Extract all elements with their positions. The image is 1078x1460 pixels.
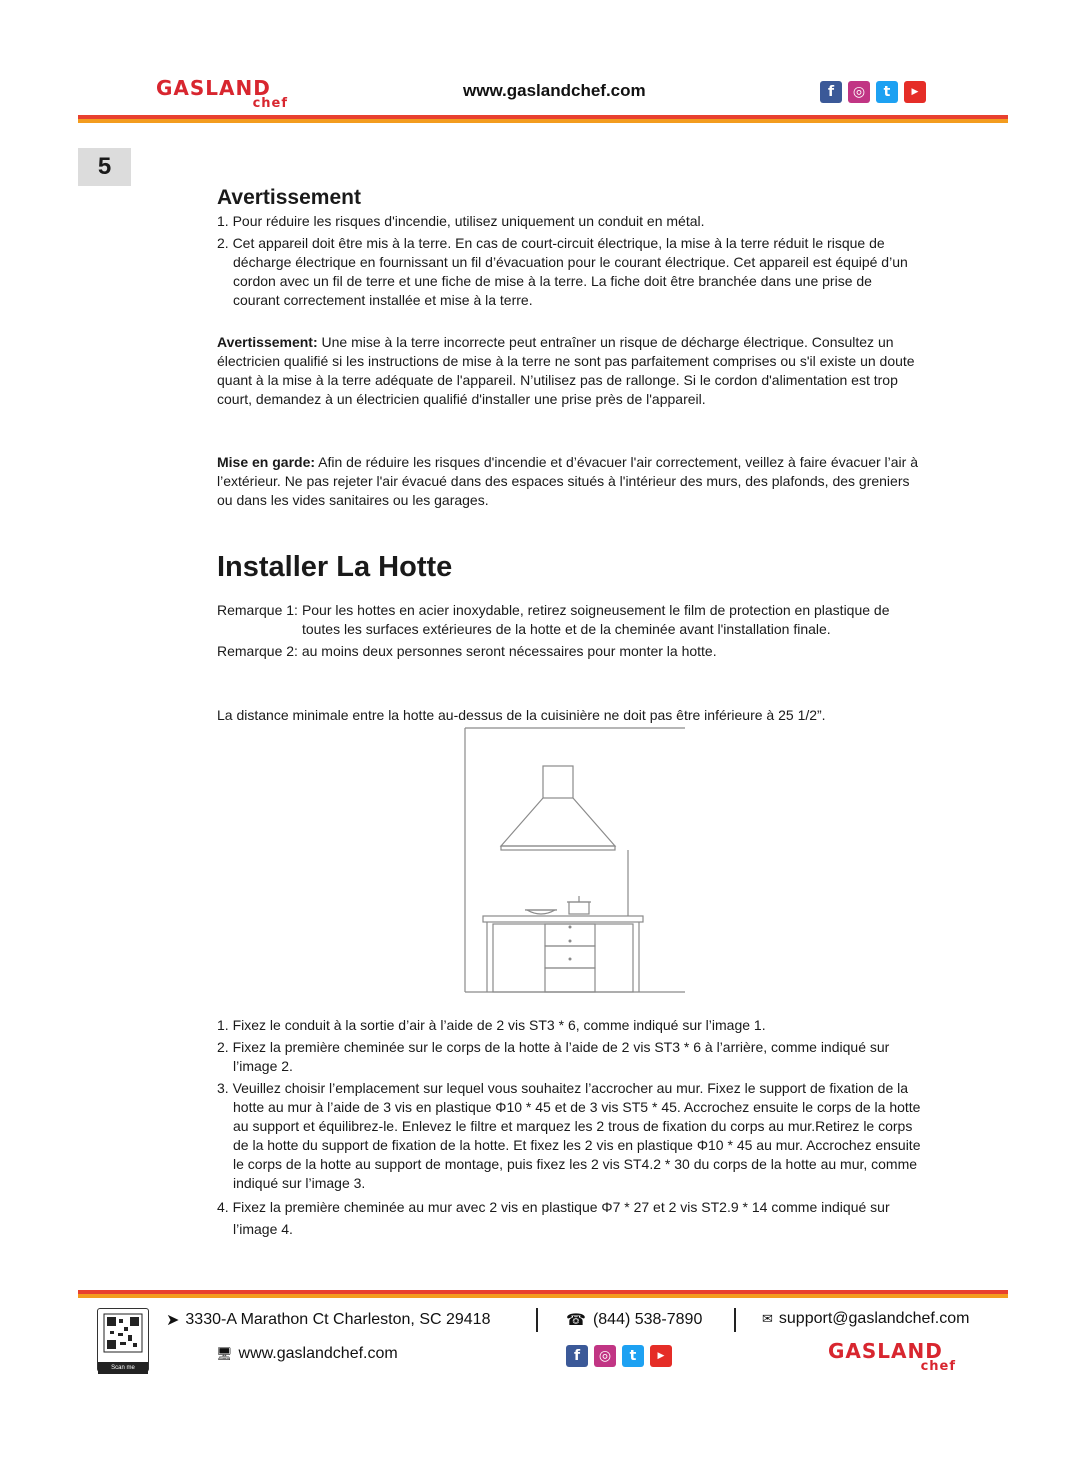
warning-list bbox=[217, 212, 922, 310]
facebook-icon[interactable]: f bbox=[566, 1345, 588, 1367]
warning-item: 2. Cet appareil doit être mis à la terre. En cas de court-circuit électrique, la mise à la terre réduit le risque de décharge électrique en fournissant un fil d’évacuation pour le courant électrique. Cet appareil est équipé d’un cordon avec un fil de terre et une fiche de mise à la terre. La fiche doit être branchée dans une prise de courant correctement installée et mise à la terre. bbox=[217, 235, 908, 308]
footer-social-icons bbox=[566, 1345, 672, 1367]
caution-paragraph bbox=[217, 453, 922, 510]
logo-subword: chef bbox=[252, 96, 288, 111]
caution-label: Mise en garde: bbox=[217, 454, 316, 470]
page-number: 5 bbox=[78, 148, 131, 186]
distance-note: La distance minimale entre la hotte au-dessus de la cuisinière ne doit pas être inférieure à 25 1/2”. bbox=[217, 707, 826, 723]
facebook-icon[interactable]: f bbox=[820, 81, 842, 103]
instagram-icon[interactable]: ◎ bbox=[848, 81, 870, 103]
address-text: 3330-A Marathon Ct Charleston, SC 29418 bbox=[185, 1311, 491, 1328]
remark-1-text: Pour les hottes en acier inoxydable, retirez soigneusement le film de protection en plastique de toutes les surfaces extérieures de la hotte et de la cheminée avant l'installation finale. bbox=[301, 602, 890, 637]
install-title: Installer La Hotte bbox=[217, 551, 453, 583]
grounding-warning-label: Avertissement: bbox=[217, 334, 318, 350]
footer-brand-logo bbox=[828, 1341, 956, 1373]
footer-stripe bbox=[78, 1290, 1008, 1298]
footer-email bbox=[762, 1310, 969, 1328]
remark-1-label: Remarque 1: bbox=[217, 602, 298, 618]
qr-code-icon bbox=[98, 1309, 148, 1357]
footer-logo-subword: chef bbox=[920, 1359, 956, 1374]
instagram-icon[interactable]: ◎ bbox=[594, 1345, 616, 1367]
footer-phone bbox=[566, 1310, 702, 1330]
warning-item: 1. Pour réduire les risques d'incendie, utilisez uniquement un conduit en métal. bbox=[217, 213, 705, 229]
phone-text[interactable]: (844) 538-7890 bbox=[592, 1311, 703, 1328]
twitter-icon[interactable]: t bbox=[622, 1345, 644, 1367]
hood-installation-diagram bbox=[463, 726, 688, 994]
install-title-block bbox=[217, 550, 922, 584]
grounding-warning bbox=[217, 333, 922, 409]
install-steps bbox=[217, 1016, 922, 1243]
footer-divider bbox=[536, 1308, 538, 1332]
logo-wordmark: GASLAND bbox=[156, 76, 271, 100]
footer-website bbox=[216, 1345, 398, 1363]
phone-icon: ☎ bbox=[566, 1312, 586, 1329]
footer-divider bbox=[734, 1308, 736, 1332]
qr-caption: Scan me bbox=[98, 1362, 148, 1374]
footer-address bbox=[166, 1310, 490, 1330]
youtube-icon[interactable]: ▶ bbox=[904, 81, 926, 103]
header-website-link[interactable]: www.gaslandchef.com bbox=[463, 81, 646, 100]
warning-section bbox=[217, 185, 922, 313]
header-stripe bbox=[78, 115, 1008, 123]
remark-1 bbox=[217, 601, 922, 639]
step-item: 2. Fixez la première cheminée sur le corps de la hotte à l’aide de 2 vis ST3 * 6 à l’arrière, comme indiqué sur l’image 2. bbox=[217, 1039, 890, 1074]
email-icon: ✉ bbox=[762, 1311, 773, 1326]
globe-icon: 🖥 bbox=[216, 1346, 233, 1361]
footer-logo-wordmark: GASLAND bbox=[828, 1339, 943, 1363]
step-item: 3. Veuillez choisir l’emplacement sur lequel vous souhaitez l’accrocher au mur. Fixez le support de fixation de la hotte au mur à l’aide de 3 vis en plastique Φ10 * 45 et de 3 vis ST5 * 45. Accrochez ensuite le corps de la hotte au support et équilibrez-le. Enlevez le filtre et marquez les 2 trous de fixation du corps au mur.Retirez le corps de la hotte du support de fixation de la hotte. Et fixez les 2 vis en plastique Φ10 * 45 au mur. Accrochez ensuite le corps de la hotte au support de montage, puis fixez les 2 vis ST4.2 * 30 du corps de la hotte au mur, comme indiqué sur l’image 3. bbox=[217, 1080, 921, 1191]
remarks bbox=[217, 601, 922, 661]
caution-text: Afin de réduire les risques d'incendie et d’évacuer l'air correctement, veillez à faire évacuer l’air à l’extérieur. Ne pas rejeter l'air évacué dans des espaces situés à l'intérieur des murs, des plafonds, des greniers ou dans les vides sanitaires ou les garages. bbox=[217, 454, 919, 508]
remark-2: Remarque 2: au moins deux personnes seront nécessaires pour monter la hotte. bbox=[217, 643, 717, 659]
warning-title: Avertissement bbox=[217, 186, 361, 209]
twitter-icon[interactable]: t bbox=[876, 81, 898, 103]
steps-list bbox=[217, 1016, 922, 1240]
qr-code[interactable] bbox=[97, 1308, 149, 1372]
location-arrow-icon: ➤ bbox=[166, 1312, 180, 1329]
email-text[interactable]: support@gaslandchef.com bbox=[778, 1310, 970, 1327]
website-text[interactable]: www.gaslandchef.com bbox=[238, 1345, 398, 1362]
step-item: 1. Fixez le conduit à la sortie d’air à l’aide de 2 vis ST3 * 6, comme indiqué sur l’image 1. bbox=[217, 1017, 766, 1033]
grounding-warning-text: Une mise à la terre incorrecte peut entraîner un risque de décharge électrique. Consultez un électricien qualifié si les instructions de mise à la terre ne sont pas parfaitement comprises ou s'il existe un doute quant à la mise à la terre adéquate de l'appareil. N’utilisez pas de rallonge. Si le cordon d'alimentation est trop court, demandez à un électricien qualifié d'installer une prise près de l'appareil. bbox=[217, 334, 915, 407]
brand-logo bbox=[156, 78, 288, 110]
step-item: 4. Fixez la première cheminée au mur avec 2 vis en plastique Φ7 * 27 et 2 vis ST2.9 * 14 comme indiqué sur l’image 4. bbox=[217, 1199, 890, 1237]
header-social-icons bbox=[820, 81, 926, 103]
youtube-icon[interactable]: ▶ bbox=[650, 1345, 672, 1367]
